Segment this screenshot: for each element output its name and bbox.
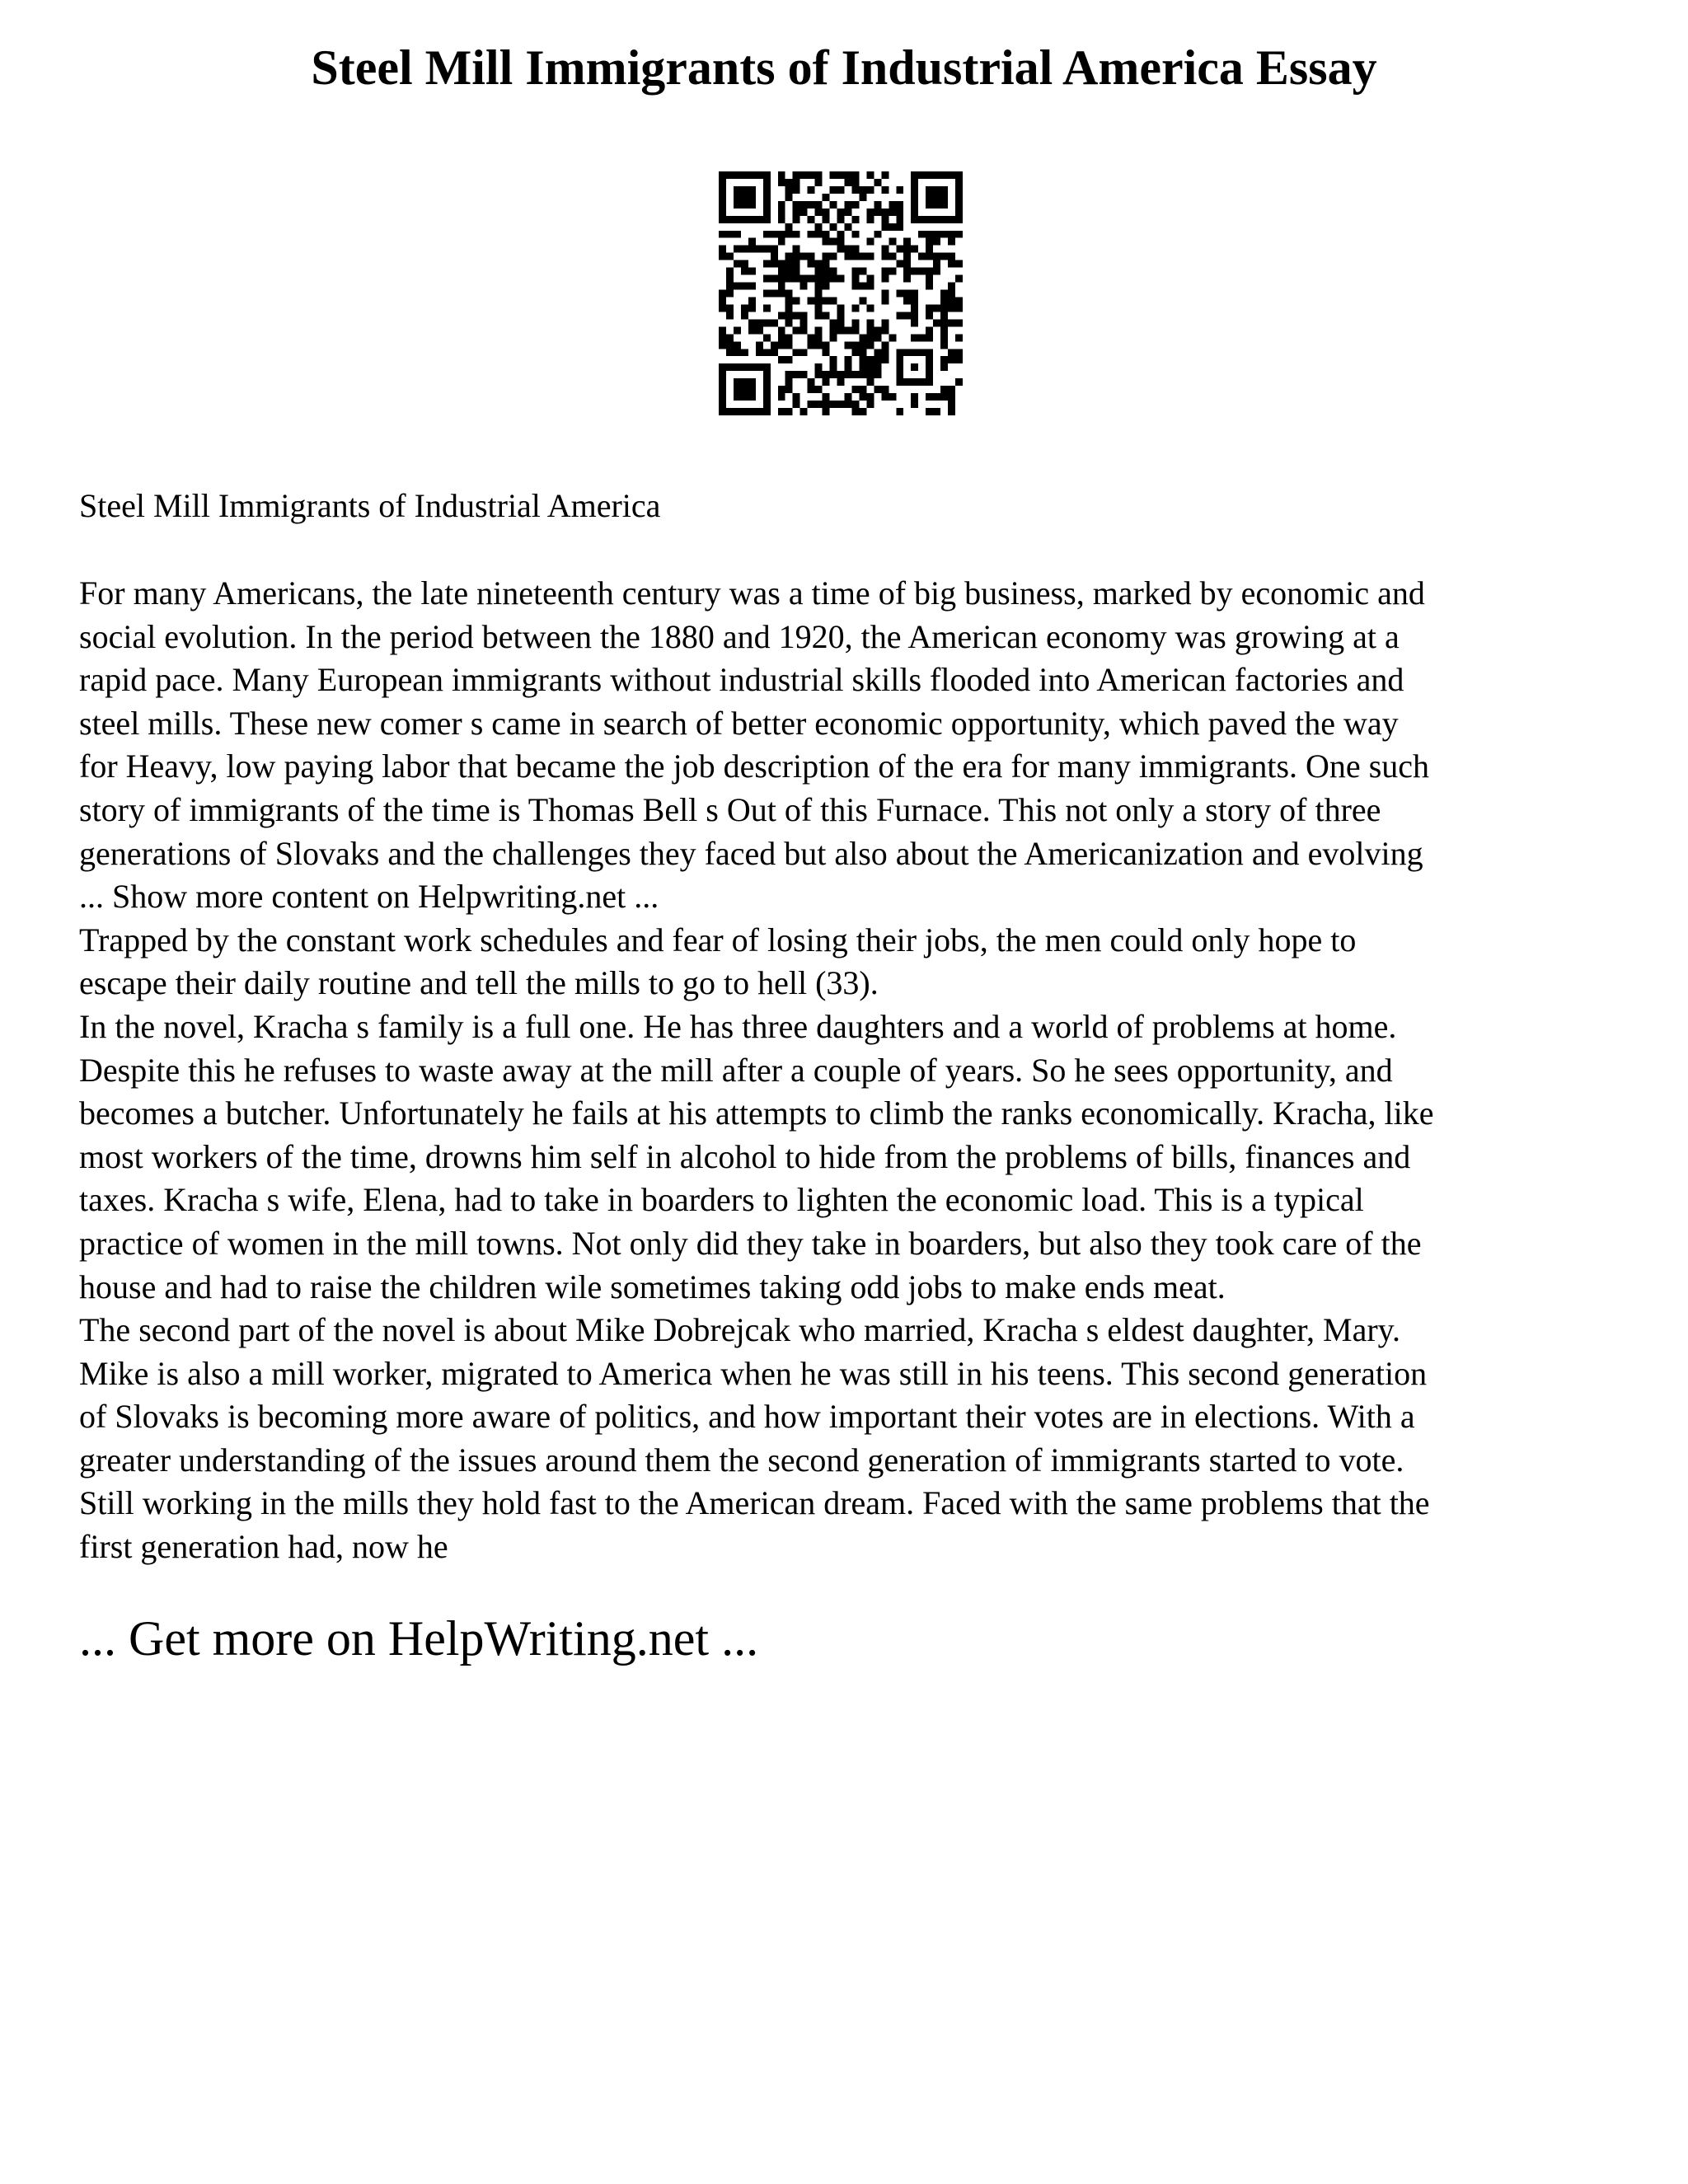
text-line: of Slovaks is becoming more aware of politics, and how important their votes are in elections. With a: [79, 1398, 1415, 1436]
essay-subheading: Steel Mill Immigrants of Industrial America: [79, 487, 661, 524]
text-line: Mike is also a mill worker, migrated to America when he was still in his teens. This second generation: [79, 1354, 1428, 1392]
text-line: Trapped by the constant work schedules and fear of losing their jobs, the men could only hope to: [79, 921, 1357, 958]
text-line: taxes. Kracha s wife, Elena, had to take in boarders to lighten the economic load. This is a typical: [79, 1181, 1364, 1219]
text-line: rapid pace. Many European immigrants without industrial skills flooded into American factories and: [79, 661, 1404, 699]
essay-body: [79, 572, 1629, 1569]
text-line: house and had to raise the children wile sometimes taking odd jobs to make ends meat.: [79, 1268, 1226, 1305]
page-title: Steel Mill Immigrants of Industrial America Essay: [311, 40, 1377, 95]
text-line: escape their daily routine and tell the mills to go to hell (33).: [79, 964, 879, 1002]
text-line: for Heavy, low paying labor that became the job description of the era for many immigrants. One such: [79, 748, 1430, 785]
text-line: story of immigrants of the time is Thomas Bell s Out of this Furnace. This not only a story of three: [79, 790, 1381, 828]
text-line: social evolution. In the period between the 1880 and 1920, the American economy was growing at a: [79, 617, 1400, 655]
text-line: most workers of the time, drowns him self in alcohol to hide from the problems of bills, finances and: [79, 1137, 1411, 1175]
text-line: becomes a butcher. Unfortunately he fails at his attempts to climb the ranks economically. Kracha, like: [79, 1094, 1434, 1132]
show-more-link[interactable]: ... Show more content on Helpwriting.net ...: [79, 878, 659, 916]
text-line: first generation had, now he: [79, 1528, 448, 1566]
text-line: practice of women in the mill towns. Not only did they take in boarders, but also they took care of the: [79, 1224, 1422, 1262]
text-line: Despite this he refuses to waste away at the mill after a couple of years. So he sees opportunity, and: [79, 1051, 1393, 1089]
qr-code-icon: [719, 171, 963, 415]
get-more-link[interactable]: ... Get more on HelpWriting.net ...: [79, 1611, 759, 1666]
text-line: In the novel, Kracha s family is a full one. He has three daughters and a world of problems at home.: [79, 1007, 1397, 1045]
text-line: steel mills. These new comer s came in search of better economic opportunity, which paved the way: [79, 704, 1399, 742]
text-line: generations of Slovaks and the challenges they faced but also about the Americanization and evolving: [79, 834, 1423, 872]
text-line: greater understanding of the issues around them the second generation of immigrants started to vote.: [79, 1441, 1404, 1479]
text-line: For many Americans, the late nineteenth century was a time of big business, marked by economic and: [79, 574, 1425, 612]
text-line: Still working in the mills they hold fast to the American dream. Faced with the same problems that the: [79, 1484, 1430, 1522]
text-line: The second part of the novel is about Mike Dobrejcak who married, Kracha s eldest daughter, Mary.: [79, 1311, 1401, 1349]
